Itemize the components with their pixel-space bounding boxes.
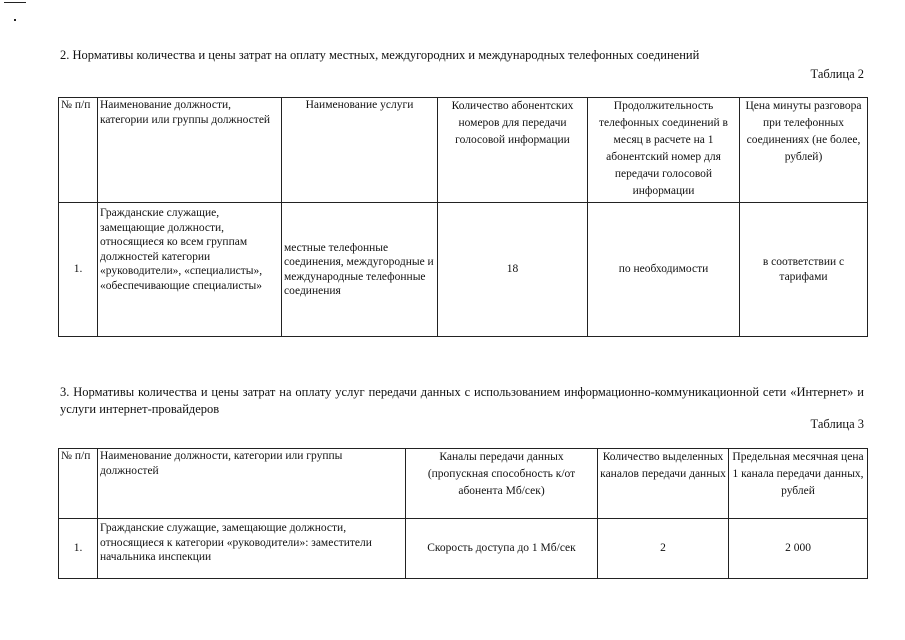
- table3-row-num: 1.: [59, 519, 98, 579]
- table2-row-count: 18: [438, 203, 588, 337]
- table2-col-price: Цена минуты разговора при телефонных соединениях (не более, рублей): [740, 98, 868, 203]
- table2: [58, 97, 868, 337]
- table2-row-position: Гражданские служащие, замещающие должности, относящиеся ко всем группам должностей категории «руководители», «специалисты», «обеспечивающие специалисты»: [98, 203, 282, 337]
- table2-row-price: в соответствии с тарифами: [740, 203, 868, 337]
- table2-row-service: местные телефонные соединения, междугородные и международные телефонные соединения: [282, 203, 438, 337]
- table3: [58, 448, 868, 579]
- table3-col-count: Количество выделенных каналов передачи данных: [598, 449, 729, 519]
- table3-row-price: 2 000: [729, 519, 868, 579]
- table2-header-row: [59, 98, 868, 203]
- table3-row-channel: Скорость доступа до 1 Мб/сек: [406, 519, 598, 579]
- table3-col-channel: Каналы передачи данных (пропускная способность к/от абонента Мб/сек): [406, 449, 598, 519]
- section2-heading: 2. Нормативы количества и цены затрат на оплату местных, междугородних и международных телефонных соединений: [60, 48, 700, 62]
- table2-label: Таблица 2: [810, 67, 864, 81]
- section3-heading: 3. Нормативы количества и цены затрат на оплату услуг передачи данных с использованием информационно-коммуникационной сети «Интернет» и услуги интернет-провайдеров: [60, 385, 864, 416]
- table-row: [59, 519, 868, 579]
- scan-speck: [4, 2, 26, 3]
- table2-col-duration: Продолжительность телефонных соединений в месяц в расчете на 1 абонентский номер для передачи голосовой информации: [588, 98, 740, 203]
- table3-row-count: 2: [598, 519, 729, 579]
- table3-col-price: Предельная месячная цена 1 канала передачи данных, рублей: [729, 449, 868, 519]
- table2-col-count: Количество абонентских номеров для передачи голосовой информации: [438, 98, 588, 203]
- table-row: [59, 203, 868, 337]
- scan-speck: [14, 19, 16, 21]
- table2-row-num: 1.: [59, 203, 98, 337]
- table2-row-duration: по необходимости: [588, 203, 740, 337]
- table2-col-service: Наименование услуги: [282, 98, 438, 203]
- table2-col-num: № п/п: [59, 98, 98, 203]
- table3-col-num: № п/п: [59, 449, 98, 519]
- table3-row-position: Гражданские служащие, замещающие должности, относящиеся к категории «руководители»: заместители начальника инспекции: [98, 519, 406, 579]
- table2-col-position: Наименование должности, категории или группы должностей: [98, 98, 282, 203]
- table3-col-position: Наименование должности, категории или группы должностей: [98, 449, 406, 519]
- table3-header-row: [59, 449, 868, 519]
- table3-label: Таблица 3: [810, 417, 864, 431]
